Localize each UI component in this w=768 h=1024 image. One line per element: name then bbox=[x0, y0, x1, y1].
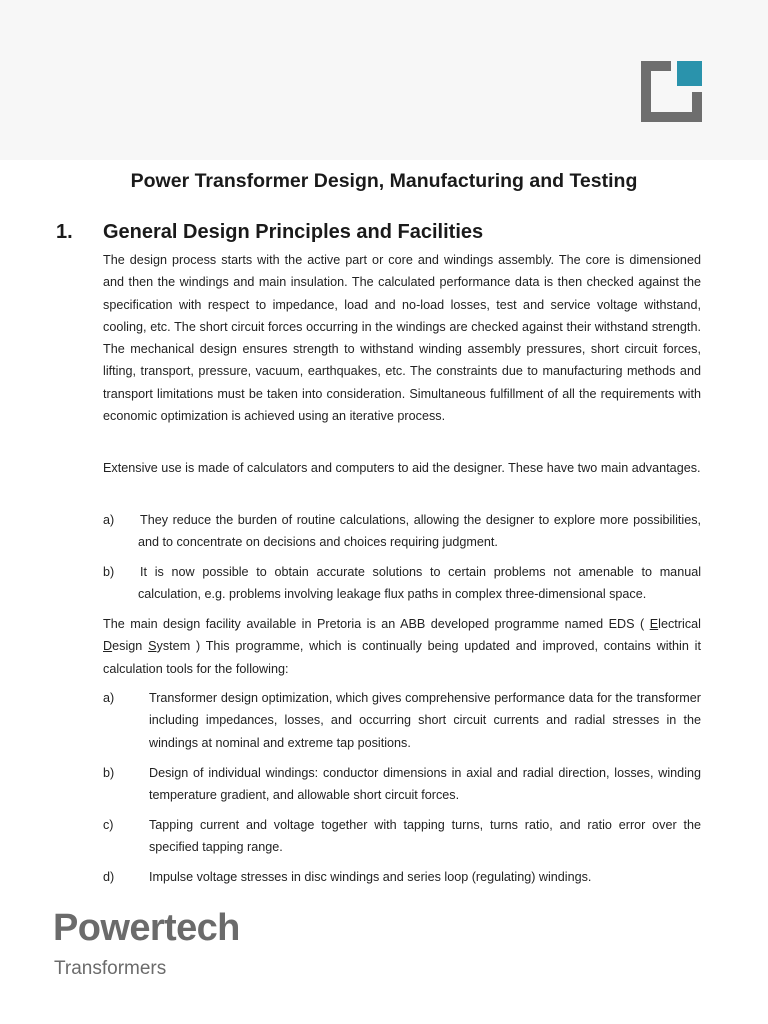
company-logo-icon bbox=[641, 61, 702, 122]
list-item bbox=[103, 509, 701, 554]
list-item bbox=[103, 814, 701, 859]
list-marker: b) bbox=[103, 565, 115, 579]
list-marker: a) bbox=[103, 691, 115, 705]
intro-paragraph: The design process starts with the active part or core and windings assembly. The core is dimensioned and then the windings and main insulation. The calculated performance data is then checked against the specification with respect to impedance, load and no-load losses, test and service voltage withstand, cooling, etc. The short circuit forces occurring in the windings are checked against their withstand strength. The mechanical design ensures strength to withstand winding assembly pressures, short circuit forces, lifting, transport, pressure, vacuum, earthquakes, etc. The constraints due to manufacturing methods and transport limitations must be taken into consideration. Simultaneous fulfillment of all the requirements with economic optimization is achieved using an iterative process. bbox=[103, 253, 701, 424]
list-marker: b) bbox=[103, 766, 115, 780]
eds-text-before: The main design facility available in Pretoria is an ABB developed programme named EDS ( bbox=[103, 617, 650, 631]
list-item-text: They reduce the burden of routine calculations, allowing the designer to explore more possibilities, and to concentrate on decisions and choices requiring judgment. bbox=[138, 513, 701, 550]
list-item bbox=[103, 866, 701, 888]
list-marker: d) bbox=[103, 870, 115, 884]
list-item bbox=[103, 687, 701, 754]
brand-subtitle: Transformers bbox=[54, 958, 167, 979]
eds-word-rest: lectrical bbox=[658, 617, 701, 631]
list-item-text: Transformer design optimization, which gives comprehensive performance data for the transformer including impedances, losses, and occurring short circuit currents and radial stresses in the windings at nominal and extreme tap positions. bbox=[149, 691, 701, 750]
eds-acronym-d: D bbox=[103, 639, 113, 654]
list-marker: a) bbox=[103, 513, 115, 527]
eds-text-after: This programme, which is continually being updated and improved, contains within it calculation tools for the following: bbox=[103, 639, 701, 676]
logo-accent-square bbox=[677, 61, 702, 86]
list-item-text: Tapping current and voltage together with tapping turns, turns ratio, and ratio error over the specified tapping range. bbox=[149, 818, 701, 855]
document-title: Power Transformer Design, Manufacturing and Testing bbox=[130, 170, 638, 192]
list-item bbox=[103, 762, 701, 807]
list-marker: c) bbox=[103, 818, 114, 832]
computers-paragraph: Extensive use is made of calculators and computers to aid the designer. These have two main advantages. bbox=[103, 461, 701, 475]
eds-word-rest: esign bbox=[112, 639, 149, 654]
list-item bbox=[103, 561, 701, 606]
list-item-text: Design of individual windings: conductor dimensions in axial and radial direction, losses, winding temperature gradient, and allowable short circuit forces. bbox=[149, 766, 701, 803]
section-number: 1. bbox=[56, 221, 73, 243]
eds-acronym-e: E bbox=[649, 617, 659, 631]
eds-word-rest: ystem ) bbox=[156, 639, 206, 654]
list-item-text: It is now possible to obtain accurate solutions to certain problems not amenable to manual calculation, e.g. problems involving leakage flux paths in complex three-dimensional space. bbox=[138, 565, 701, 602]
section-heading: General Design Principles and Facilities bbox=[103, 221, 484, 243]
eds-paragraph bbox=[103, 613, 701, 680]
brand-name: Powertech bbox=[53, 907, 240, 949]
list-item-text: Impulse voltage stresses in disc windings and series loop (regulating) windings. bbox=[149, 870, 592, 884]
eds-acronym-s: S bbox=[148, 639, 157, 654]
